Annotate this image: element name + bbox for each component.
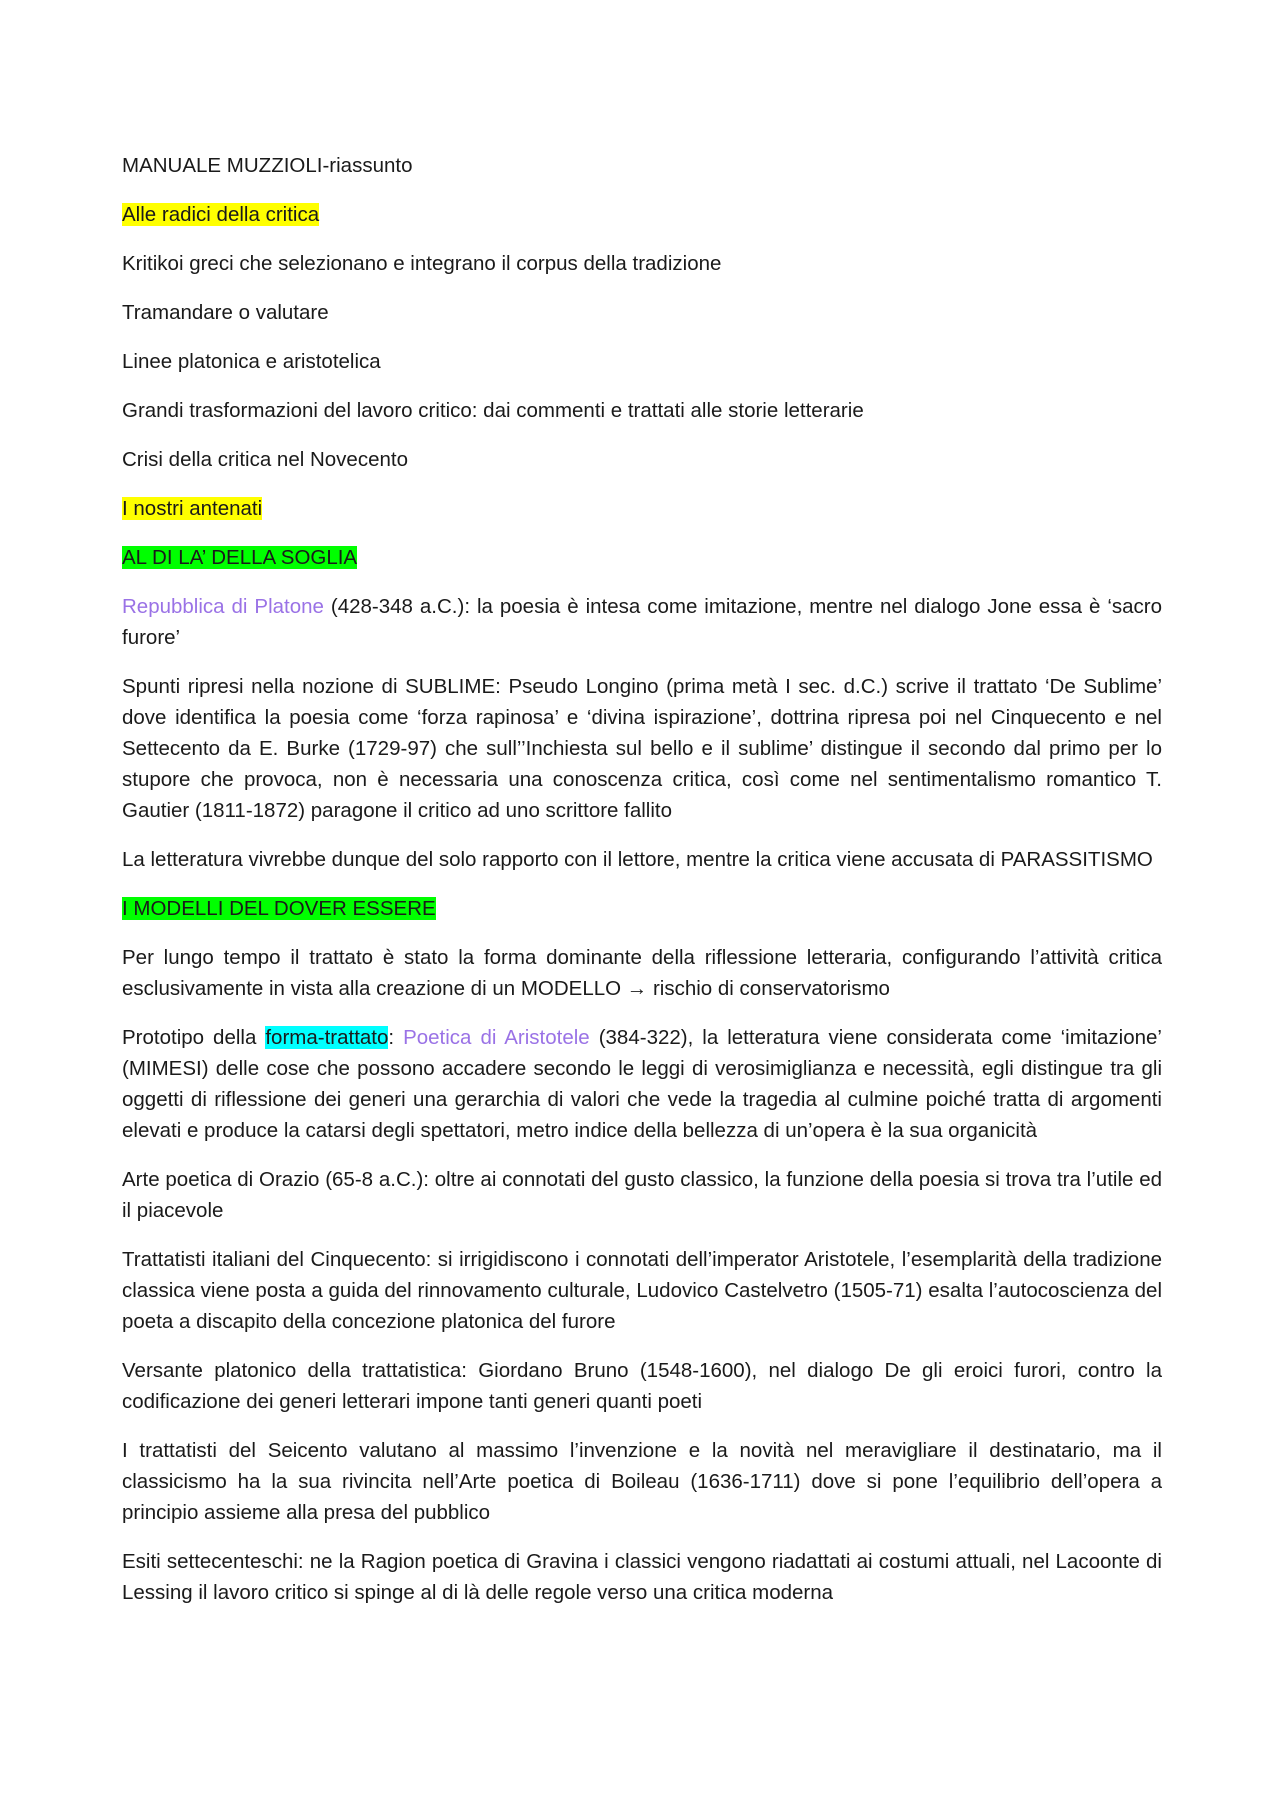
paragraph-settecento: Esiti settecenteschi: ne la Ragion poetica di Gravina i classici vengono riadattati ai costumi attuali, nel Lacoonte di Lessing il lavoro critico si spinge al di là delle regole verso una critica moderna	[122, 1550, 1162, 1604]
paragraph: Kritikoi greci che selezionano e integrano il corpus della tradizione	[122, 252, 722, 275]
heading-highlight: AL DI LA’ DELLA SOGLIA	[122, 546, 358, 569]
paragraph: Linee platonica e aristotelica	[122, 350, 381, 373]
paragraph-sublime: Spunti ripresi nella nozione di SUBLIME: Pseudo Longino (prima metà I sec. d.C.) scrive il trattato ‘De Sublime’ dove identifica la poesia come ‘forza rapinosa’ e ‘divina ispirazione’, dottrina ripresa poi nel Cinquecento e nel Settecento da E. Burke (1729-97) che sull’’Inchiesta sul bello e il sublime’ distingue il secondo dal primo per lo stupore che provoca, non è necessaria una conoscenza critica, così come nel sentimentalismo romantico T. Gautier (1811-1872) paragone il critico ad uno scrittore fallito	[122, 675, 1162, 822]
paragraph-orazio: Arte poetica di Orazio (65-8 a.C.): oltre ai connotati del gusto classico, la funzione della poesia si trova tra l’utile ed il piacevole	[122, 1168, 1162, 1222]
section-heading-radici	[122, 199, 1162, 230]
paragraph-prototipo	[122, 1022, 1162, 1146]
paragraph-text: Prototipo della	[122, 1026, 266, 1049]
section-heading-antenati	[122, 493, 1162, 524]
paragraph-modello: Per lungo tempo il trattato è stato la forma dominante della riflessione letteraria, configurando l’attività critica esclusivamente in vista alla creazione di un MODELLO → rischio di conservatorismo	[122, 946, 1162, 1000]
paragraph-text: (428-348 a.C.): la poesia è intesa come imitazione, mentre nel dialogo Jone essa è ‘sacro furore’	[122, 595, 1162, 649]
paragraph-text: (384-322), la letteratura viene considerata come ‘imitazione’ (MIMESI) delle cose che possono accadere secondo le leggi di verosimiglianza e necessità, egli distingue tra gli oggetti di riflessione dei generi una gerarchia di valori che vede la tragedia al culmine poiché tratta di argomenti elevati e produce la catarsi degli spettatori, metro indice della bellezza di un’opera è la sua organicità	[122, 1026, 1162, 1142]
document-title: MANUALE MUZZIOLI-riassunto	[122, 154, 413, 177]
reference-aristotele: Poetica di Aristotele	[403, 1026, 590, 1049]
document-page	[122, 150, 1162, 1626]
heading-highlight: I nostri antenati	[122, 497, 263, 520]
paragraph-text: :	[388, 1026, 404, 1049]
paragraph: Grandi trasformazioni del lavoro critico: dai commenti e trattati alle storie letterarie	[122, 399, 864, 422]
term-highlight: forma-trattato	[265, 1026, 389, 1049]
subsection-heading-modelli	[122, 893, 1162, 924]
paragraph-platone	[122, 591, 1162, 653]
paragraph-cinquecento: Trattatisti italiani del Cinquecento: si irrigidiscono i connotati dell’imperator Aristotele, l’esemplarità della tradizione classica viene posta a guida del rinnovamento culturale, Ludovico Castelvetro (1505-71) esalta l’autocoscienza del poeta a discapito della concezione platonica del furore	[122, 1248, 1162, 1333]
paragraph-parassitismo: La letteratura vivrebbe dunque del solo rapporto con il lettore, mentre la critica viene accusata di PARASSITISMO	[122, 848, 1153, 871]
heading-highlight: I MODELLI DEL DOVER ESSERE	[122, 897, 436, 920]
paragraph: Crisi della critica nel Novecento	[122, 448, 408, 471]
paragraph-seicento: I trattatisti del Seicento valutano al massimo l’invenzione e la novità nel meravigliare il destinatario, ma il classicismo ha la sua rivincita nell’Arte poetica di Boileau (1636-1711) dove si pone l’equilibrio dell’opera a principio assieme alla presa del pubblico	[122, 1439, 1162, 1524]
heading-highlight: Alle radici della critica	[122, 203, 320, 226]
paragraph: Tramandare o valutare	[122, 301, 329, 324]
subsection-heading-soglia	[122, 542, 1162, 573]
reference-platone: Repubblica di Platone	[122, 595, 324, 618]
paragraph-bruno: Versante platonico della trattatistica: Giordano Bruno (1548-1600), nel dialogo De gli eroici furori, contro la codificazione dei generi letterari impone tanti generi quanti poeti	[122, 1359, 1162, 1413]
